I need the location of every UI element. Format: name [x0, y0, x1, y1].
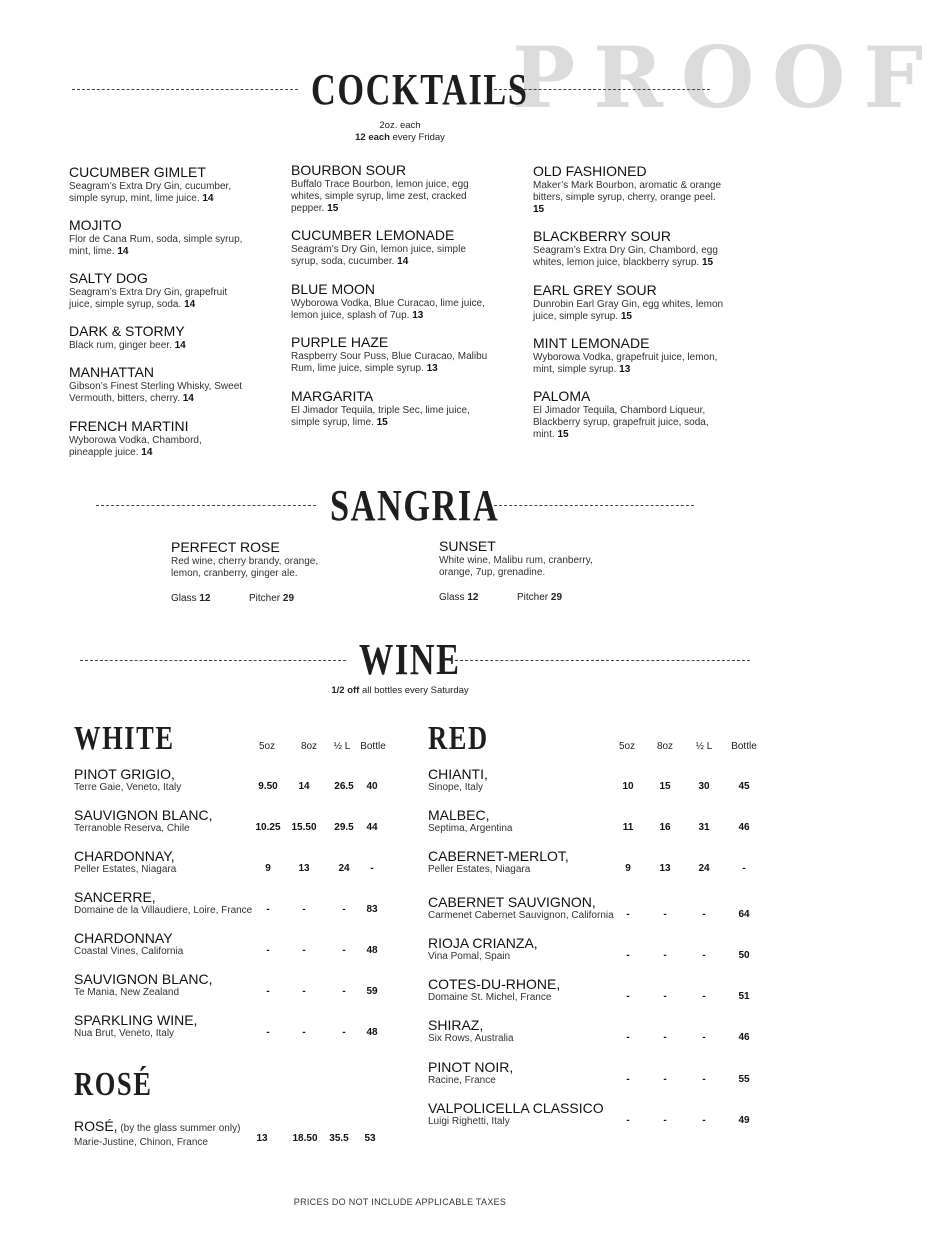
pitcher-price: 29	[550, 592, 563, 603]
wine-name	[428, 1059, 513, 1075]
cocktail-name: PALOMA	[533, 388, 591, 404]
wine-price: -	[302, 904, 306, 915]
cocktail-ingredients: Wyborowa Vodka, Chambord, pineapple juice.	[69, 435, 202, 458]
wine-price: -	[342, 1027, 346, 1038]
column-header-white: Bottle	[360, 741, 386, 752]
wine-item	[428, 807, 513, 835]
wine-price: 64	[738, 909, 750, 920]
wine-price: 40	[366, 781, 378, 792]
footer-tax-note: PRICES DO NOT INCLUDE APPLICABLE TAXES	[293, 1197, 507, 1207]
wine-price: -	[302, 986, 306, 997]
cocktail-ingredients: El Jimador Tequila, triple Sec, lime juice, simple syrup, lime.	[291, 405, 470, 428]
wine-name-text: ROSÉ,	[74, 1118, 118, 1134]
wine-name-text: CHARDONNAY	[74, 930, 173, 946]
wine-price: 50	[738, 950, 750, 961]
cocktail-item	[533, 228, 728, 269]
wine-price: -	[702, 950, 706, 961]
wine-region: Te Mania, New Zealand	[74, 987, 180, 998]
cocktail-item	[291, 388, 491, 429]
wine-rule-left	[80, 660, 346, 661]
wine-name-text: SANCERRE,	[74, 889, 156, 905]
cocktail-name: PURPLE HAZE	[291, 334, 389, 350]
cocktail-desc	[291, 405, 491, 429]
wine-price: 16	[659, 822, 671, 833]
cocktail-desc	[291, 179, 491, 215]
red-title: RED	[428, 720, 489, 757]
cocktail-item	[69, 418, 244, 459]
cocktail-ingredients: Dunrobin Earl Gray Gin, egg whites, lemon juice, simple syrup.	[533, 299, 724, 322]
cocktail-item	[291, 227, 491, 268]
wine-price: 11	[622, 822, 634, 833]
glass-label: Glass	[439, 592, 468, 603]
cocktail-price: 15	[701, 257, 714, 268]
wine-region: Domaine St. Michel, France	[428, 992, 552, 1003]
wine-region: Peller Estates, Niagara	[74, 864, 177, 875]
wine-name	[74, 848, 176, 864]
wine-item	[428, 766, 488, 794]
wine-name-text: SPARKLING WINE,	[74, 1012, 198, 1028]
wine-item	[74, 766, 181, 794]
wine-price: 45	[738, 781, 750, 792]
cocktail-desc	[69, 381, 244, 405]
wine-name	[428, 1100, 604, 1116]
wine-region: Coastal Vines, California	[74, 946, 184, 957]
wine-price: 83	[366, 904, 378, 915]
cocktail-price: 14	[202, 193, 214, 204]
sangria-name: SUNSET	[439, 538, 496, 554]
wine-name	[428, 935, 538, 951]
wine-price: 9	[265, 863, 271, 874]
cocktail-desc	[69, 234, 244, 258]
pitcher-price: 29	[282, 593, 295, 604]
wine-name	[428, 1017, 514, 1033]
cocktail-item	[533, 388, 728, 441]
cocktail-price: 13	[619, 364, 631, 375]
wine-price: 13	[659, 863, 671, 874]
wine-price: 24	[698, 863, 710, 874]
wine-name	[428, 848, 569, 864]
wine-price: 30	[698, 781, 710, 792]
wine-name	[428, 807, 513, 823]
wine-price: 48	[366, 945, 378, 956]
wine-price: 31	[698, 822, 710, 833]
sangria-desc: Red wine, cherry brandy, orange, lemon, cranberry, ginger ale.	[171, 556, 319, 579]
cocktails-note-size: 2oz. each	[379, 120, 421, 131]
sangria-pitcher-price	[249, 593, 327, 604]
cocktail-ingredients: Seagram’s Extra Dry Gin, grapefruit juice, simple syrup, soda.	[69, 287, 228, 310]
wine-name-text: SAUVIGNON BLANC,	[74, 971, 213, 987]
cocktail-name: EARL GREY SOUR	[533, 282, 657, 298]
cocktail-ingredients: Wyborowa Vodka, Blue Curacao, lime juice, lemon juice, splash of 7up.	[291, 298, 485, 321]
wine-price: -	[370, 863, 374, 874]
wine-region: Septima, Argentina	[428, 823, 513, 834]
cocktails-note-friday: 12 each every Friday	[355, 132, 445, 143]
cocktail-ingredients: El Jimador Tequila, Chambord Liqueur, Blackberry syrup, grapefruit juice, soda, mint.	[533, 405, 709, 440]
cocktail-ingredients: Buffalo Trace Bourbon, lemon juice, egg whites, simple syrup, lime zest, cracked pepper.	[291, 179, 469, 214]
wine-price: 14	[298, 781, 310, 792]
wine-name	[74, 1118, 240, 1137]
wine-price: -	[342, 986, 346, 997]
glass-price: 12	[467, 592, 479, 603]
cocktail-ingredients: Maker’s Mark Bourbon, aromatic & orange bitters, simple syrup, cherry, orange peel.	[533, 180, 722, 203]
column-header-red: 8oz	[656, 741, 674, 752]
sangria-prices	[171, 593, 331, 604]
wine-item	[74, 1118, 240, 1149]
cocktail-price: 14	[182, 393, 194, 404]
cocktail-desc	[533, 299, 728, 323]
sangria-glass-price	[439, 592, 517, 603]
cocktail-ingredients: Wyborowa Vodka, grapefruit juice, lemon, mint, simple syrup.	[533, 352, 718, 375]
cocktail-name: CUCUMBER LEMONADE	[291, 227, 455, 243]
wine-price: -	[626, 1074, 630, 1085]
wine-name-text: SAUVIGNON BLANC,	[74, 807, 213, 823]
cocktail-ingredients: Gibson’s Finest Sterling Whisky, Sweet Vermouth, bitters, cherry.	[69, 381, 243, 404]
cocktail-desc	[533, 405, 728, 441]
wine-name	[428, 976, 560, 992]
wine-price: 15	[659, 781, 671, 792]
cocktail-desc	[69, 181, 244, 205]
wine-region: Nua Brut, Veneto, Italy	[74, 1028, 175, 1039]
cocktail-item	[69, 164, 244, 205]
wine-price: 46	[738, 1032, 750, 1043]
wine-price: -	[626, 1115, 630, 1126]
sangria-rule-right	[494, 505, 694, 506]
cocktail-desc	[291, 351, 491, 375]
wine-price: 13	[256, 1133, 268, 1144]
wine-price: 44	[366, 822, 378, 833]
wine-name	[74, 1012, 197, 1028]
pitcher-label: Pitcher	[249, 593, 283, 604]
cocktail-item	[533, 335, 728, 376]
wine-item	[428, 935, 538, 963]
cocktail-ingredients: Seagram’s Dry Gin, lemon juice, simple syrup, soda, cucumber.	[291, 244, 466, 267]
wine-price: -	[663, 991, 667, 1002]
wine-region: Luigi Righetti, Italy	[428, 1116, 510, 1127]
sangria-title: SANGRIA	[330, 481, 500, 530]
wine-price: 24	[338, 863, 350, 874]
cocktail-ingredients: Raspberry Sour Puss, Blue Curacao, Malibu Rum, lime juice, simple syrup.	[291, 351, 488, 374]
white-title: WHITE	[74, 720, 175, 757]
cocktail-price: 15	[620, 311, 632, 322]
cocktail-name: BOURBON SOUR	[291, 162, 407, 178]
wine-region: Terranoble Reserva, Chile	[74, 823, 190, 834]
wine-price: 51	[738, 991, 750, 1002]
wine-price: -	[663, 909, 667, 920]
column-header-red: ½ L	[695, 741, 713, 752]
column-header-white: ½ L	[333, 741, 351, 752]
wine-price: -	[663, 1074, 667, 1085]
sangria-pitcher-price	[517, 592, 595, 603]
wine-price: -	[626, 950, 630, 961]
wine-price: 35.5	[329, 1133, 349, 1144]
glass-label: Glass	[171, 593, 200, 604]
cocktail-price: 14	[397, 256, 409, 267]
cocktail-desc	[291, 298, 491, 322]
sangria-prices	[439, 592, 599, 603]
cocktail-desc	[533, 245, 728, 269]
wine-item	[428, 894, 614, 922]
wine-note: (by the glass summer only)	[117, 1123, 241, 1134]
wine-name	[74, 807, 212, 823]
wine-price: -	[742, 863, 746, 874]
cocktails-rule-left	[72, 89, 298, 90]
wine-price: -	[702, 1032, 706, 1043]
pitcher-label: Pitcher	[517, 592, 551, 603]
cocktail-name: SALTY DOG	[69, 270, 148, 286]
wine-item	[74, 807, 212, 835]
wine-price: -	[663, 1032, 667, 1043]
wine-item	[74, 971, 212, 999]
wine-region: Six Rows, Australia	[428, 1033, 514, 1044]
cocktail-price: 14	[184, 299, 196, 310]
cocktail-price: 14	[174, 340, 186, 351]
cocktail-price: 15	[533, 204, 545, 215]
wine-name	[74, 971, 212, 987]
cocktail-name: MOJITO	[69, 217, 122, 233]
cocktail-price: 14	[117, 246, 129, 257]
cocktail-name: DARK & STORMY	[69, 323, 185, 339]
cocktail-name: MINT LEMONADE	[533, 335, 650, 351]
cocktail-ingredients: Flor de Cana Rum, soda, simple syrup, mint, lime.	[69, 234, 243, 257]
wine-price: 55	[738, 1074, 750, 1085]
wine-price: 46	[738, 822, 750, 833]
wine-price: -	[302, 945, 306, 956]
wine-price: 29.5	[334, 822, 354, 833]
wine-region: Marie-Justine, Chinon, France	[74, 1137, 208, 1148]
cocktail-item	[69, 364, 244, 405]
wine-note: 1/2 off all bottles every Saturday	[331, 685, 469, 696]
cocktail-name: MANHATTAN	[69, 364, 155, 380]
wine-item	[428, 1100, 604, 1128]
wine-price: -	[702, 991, 706, 1002]
wine-item	[428, 976, 560, 1004]
wine-price: 26.5	[334, 781, 354, 792]
wine-price: 53	[364, 1133, 376, 1144]
cocktail-desc	[291, 244, 491, 268]
cocktail-price: 15	[557, 429, 569, 440]
wine-name-text: VALPOLICELLA CLASSICO	[428, 1100, 604, 1116]
wine-price: -	[626, 1032, 630, 1043]
cocktail-item	[533, 163, 728, 216]
cocktail-name: BLUE MOON	[291, 281, 376, 297]
cocktail-item	[69, 270, 244, 311]
cocktail-item	[69, 217, 244, 258]
wine-price: 18.50	[292, 1133, 318, 1144]
wine-price: 10	[622, 781, 634, 792]
cocktail-name: OLD FASHIONED	[533, 163, 647, 179]
wine-price: -	[702, 909, 706, 920]
cocktail-desc	[69, 435, 244, 459]
wine-item	[428, 1059, 513, 1087]
wine-name-text: COTES-DU-RHONE,	[428, 976, 561, 992]
wine-name	[428, 766, 488, 782]
cocktails-title: COCKTAILS	[311, 65, 529, 114]
wine-price: 10.25	[255, 822, 281, 833]
cocktail-name: FRENCH MARTINI	[69, 418, 189, 434]
wine-name-text: PINOT GRIGIO,	[74, 766, 175, 782]
column-header-white: 5oz	[258, 741, 276, 752]
wine-price: -	[626, 909, 630, 920]
wine-price: 9	[625, 863, 631, 874]
sangria-item	[439, 538, 599, 603]
cocktail-desc	[69, 340, 244, 352]
brand-logo: PROOF	[512, 28, 941, 127]
cocktail-item	[291, 334, 491, 375]
cocktail-desc	[533, 352, 728, 376]
wine-name-text: CABERNET SAUVIGNON,	[428, 894, 596, 910]
cocktail-item	[533, 282, 728, 323]
cocktail-name: MARGARITA	[291, 388, 374, 404]
cocktail-ingredients: Seagram’s Extra Dry Gin, cucumber, simple syrup, mint, lime juice.	[69, 181, 232, 204]
wine-item	[428, 848, 569, 876]
wine-name-text: CABERNET-MERLOT,	[428, 848, 569, 864]
cocktail-ingredients: Black rum, ginger beer.	[69, 340, 175, 351]
cocktail-price: 15	[376, 417, 388, 428]
wine-price: -	[266, 945, 270, 956]
wine-region: Sinope, Italy	[428, 782, 484, 793]
wine-name-text: CHARDONNAY,	[74, 848, 175, 864]
rose-title: ROSÉ	[74, 1066, 153, 1103]
cocktail-item	[291, 281, 491, 322]
cocktail-price: 13	[426, 363, 438, 374]
wine-name	[428, 894, 614, 910]
sangria-rule-left	[96, 505, 316, 506]
glass-price: 12	[199, 593, 211, 604]
sangria-glass-price	[171, 593, 249, 604]
wine-title: WINE	[359, 635, 461, 684]
wine-price: -	[663, 950, 667, 961]
wine-price: 13	[298, 863, 310, 874]
wine-name	[74, 889, 252, 905]
cocktails-note	[300, 120, 500, 144]
wine-item	[74, 930, 183, 958]
wine-price: -	[342, 945, 346, 956]
wine-region: Vina Pomal, Spain	[428, 951, 511, 962]
cocktail-price: 13	[412, 310, 424, 321]
cocktail-price: 14	[141, 447, 153, 458]
wine-item	[74, 889, 252, 917]
column-header-red: 5oz	[618, 741, 636, 752]
wine-price: 59	[366, 986, 378, 997]
wine-price: 49	[738, 1115, 750, 1126]
cocktail-item	[69, 323, 244, 352]
wine-price: -	[663, 1115, 667, 1126]
cocktail-name: CUCUMBER GIMLET	[69, 164, 206, 180]
wine-name-text: PINOT NOIR,	[428, 1059, 514, 1075]
cocktail-item	[291, 162, 491, 215]
cocktail-ingredients: Seagram’s Extra Dry Gin, Chambord, egg whites, lemon juice, blackberry syrup.	[533, 245, 718, 268]
wine-price: 15.50	[291, 822, 317, 833]
wine-price: -	[266, 1027, 270, 1038]
wine-name	[74, 930, 183, 946]
sangria-item	[171, 539, 331, 604]
wine-price: -	[302, 1027, 306, 1038]
wine-price: -	[266, 986, 270, 997]
wine-name-text: MALBEC,	[428, 807, 490, 823]
wine-region: Carmenet Cabernet Sauvignon, California	[428, 910, 614, 921]
column-header-red: Bottle	[731, 741, 757, 752]
wine-rule-right	[450, 660, 750, 661]
wine-price: -	[702, 1115, 706, 1126]
cocktail-desc	[69, 287, 244, 311]
cocktails-rule-right	[494, 89, 710, 90]
wine-name-text: CHIANTI,	[428, 766, 488, 782]
wine-price: 48	[366, 1027, 378, 1038]
wine-price: -	[342, 904, 346, 915]
wine-item	[428, 1017, 514, 1045]
cocktail-desc	[533, 180, 728, 216]
wine-item	[74, 1012, 197, 1040]
wine-region: Domaine de la Villaudiere, Loire, France	[74, 905, 253, 916]
cocktail-price: 15	[327, 203, 339, 214]
wine-region: Peller Estates, Niagara	[428, 864, 531, 875]
wine-item	[74, 848, 176, 876]
wine-region: Racine, France	[428, 1075, 496, 1086]
wine-price: 9.50	[258, 781, 278, 792]
column-header-white: 8oz	[300, 741, 318, 752]
sangria-name: PERFECT ROSE	[171, 539, 280, 555]
wine-name	[74, 766, 181, 782]
wine-price: -	[702, 1074, 706, 1085]
wine-price: -	[626, 991, 630, 1002]
sangria-desc: White wine, Malibu rum, cranberry, orange, 7up, grenadine.	[439, 555, 593, 578]
cocktail-name: BLACKBERRY SOUR	[533, 228, 671, 244]
wine-price: -	[266, 904, 270, 915]
wine-name-text: SHIRAZ,	[428, 1017, 484, 1033]
wine-name-text: RIOJA CRIANZA,	[428, 935, 538, 951]
wine-region: Terre Gaie, Veneto, Italy	[74, 782, 182, 793]
